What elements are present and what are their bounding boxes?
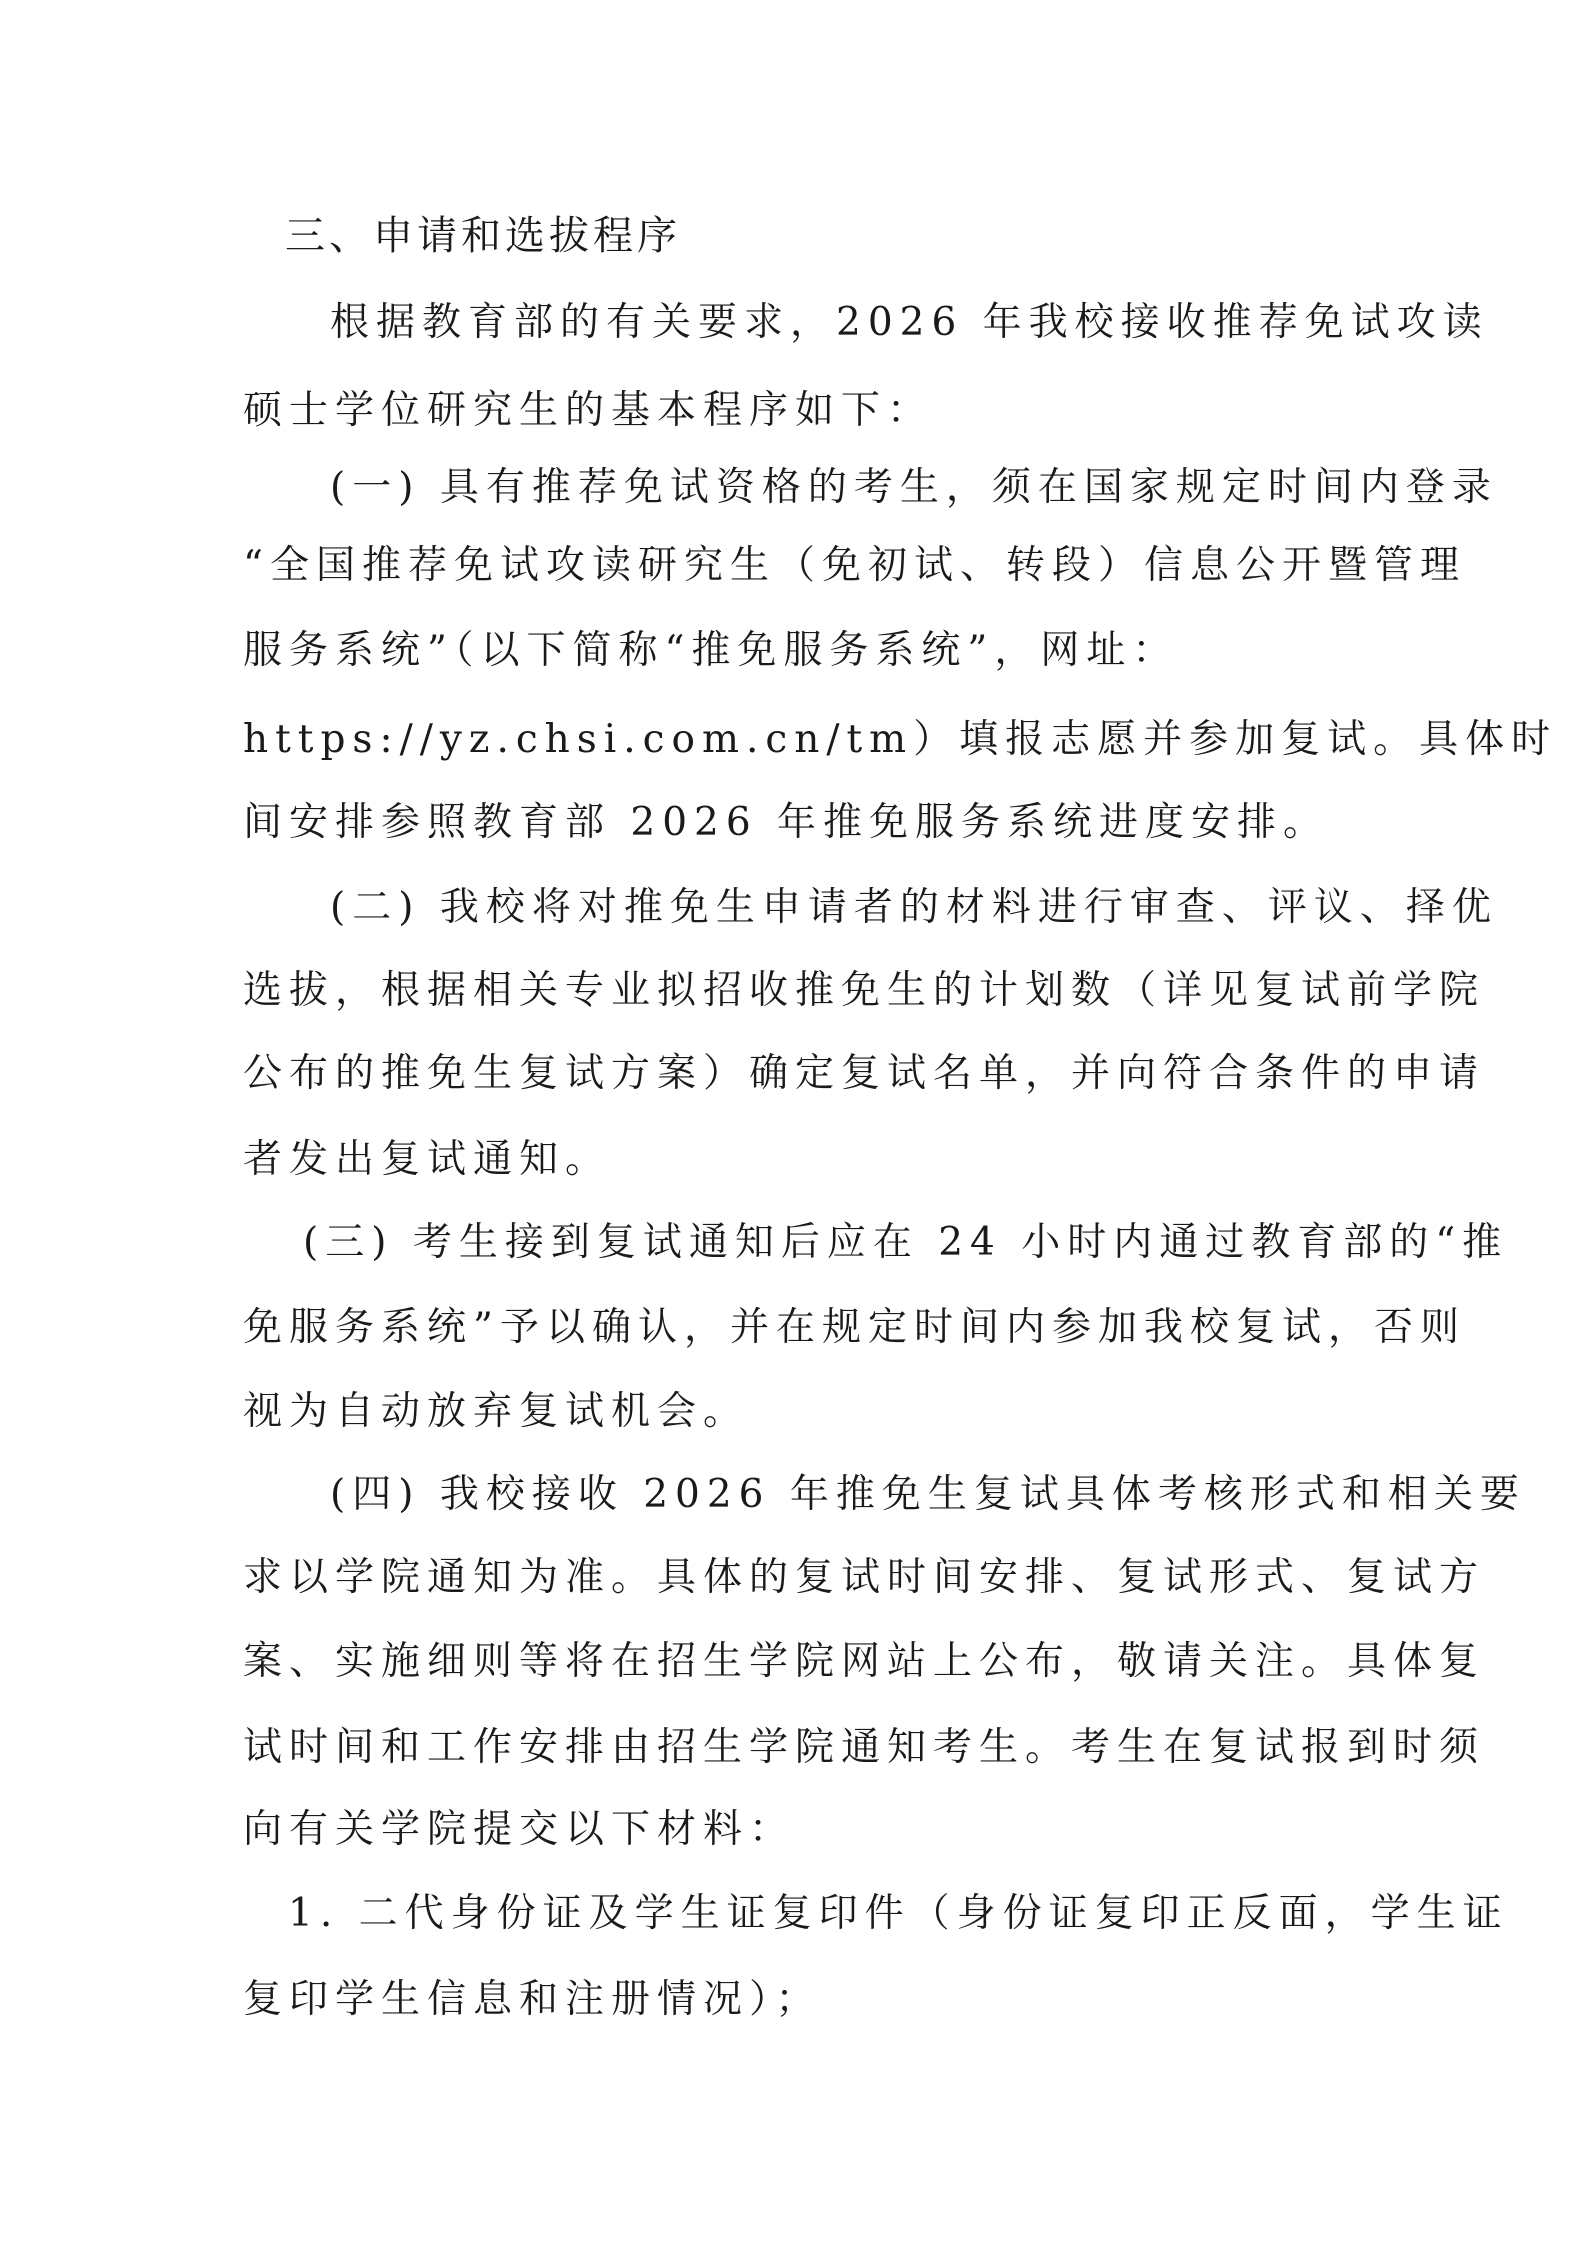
paragraph-line: (四) 我校接收 2026 年推免生复试具体考核形式和相关要	[330, 1472, 1526, 1517]
paragraph-line: 案、实施细则等将在招生学院网站上公布，敬请关注。具体复	[243, 1639, 1486, 1684]
paragraph-line: 求以学院通知为准。具体的复试时间安排、复试形式、复试方	[243, 1555, 1486, 1600]
paragraph-line: (一) 具有推荐免试资格的考生，须在国家规定时间内登录	[330, 465, 1498, 510]
paragraph-line: (二) 我校将对推免生申请者的材料进行审查、评议、择优	[330, 885, 1498, 930]
section-heading: 三、申请和选拔程序	[285, 213, 681, 259]
paragraph-line: “全国推荐免试攻读研究生（免初试、转段）信息公开暨管理	[243, 543, 1466, 588]
paragraph-line: 视为自动放弃复试机会。	[243, 1389, 750, 1434]
paragraph-line: 试时间和工作安排由招生学院通知考生。考生在复试报到时须	[243, 1725, 1486, 1770]
paragraph-line: (三) 考生接到复试通知后应在 24 小时内通过教育部的“推	[303, 1220, 1509, 1265]
paragraph-line: 根据教育部的有关要求，2026 年我校接收推荐免试攻读	[330, 300, 1489, 345]
paragraph-line: 选拔，根据相关专业拟招收推免生的计划数（详见复试前学院	[243, 968, 1486, 1013]
paragraph-line: 公布的推免生复试方案）确定复试名单，并向符合条件的申请	[243, 1051, 1486, 1096]
paragraph-line: 复印学生信息和注册情况）；	[243, 1977, 822, 2022]
paragraph-line: 者发出复试通知。	[243, 1137, 612, 1182]
paragraph-line: 硕士学位研究生的基本程序如下：	[243, 388, 934, 433]
paragraph-line: 间安排参照教育部 2026 年推免服务系统进度安排。	[243, 800, 1330, 845]
paragraph-line: https://yz.chsi.com.cn/tm）填报志愿并参加复试。具体时	[243, 717, 1558, 762]
paragraph-line: 1. 二代身份证及学生证复印件（身份证复印正反面，学生证	[288, 1891, 1509, 1936]
paragraph-line: 向有关学院提交以下材料：	[243, 1807, 796, 1852]
paragraph-line: 免服务系统”予以确认，并在规定时间内参加我校复试，否则	[243, 1305, 1466, 1350]
paragraph-line: 服务系统”（以下简称“推免服务系统”，网址：	[243, 628, 1179, 673]
